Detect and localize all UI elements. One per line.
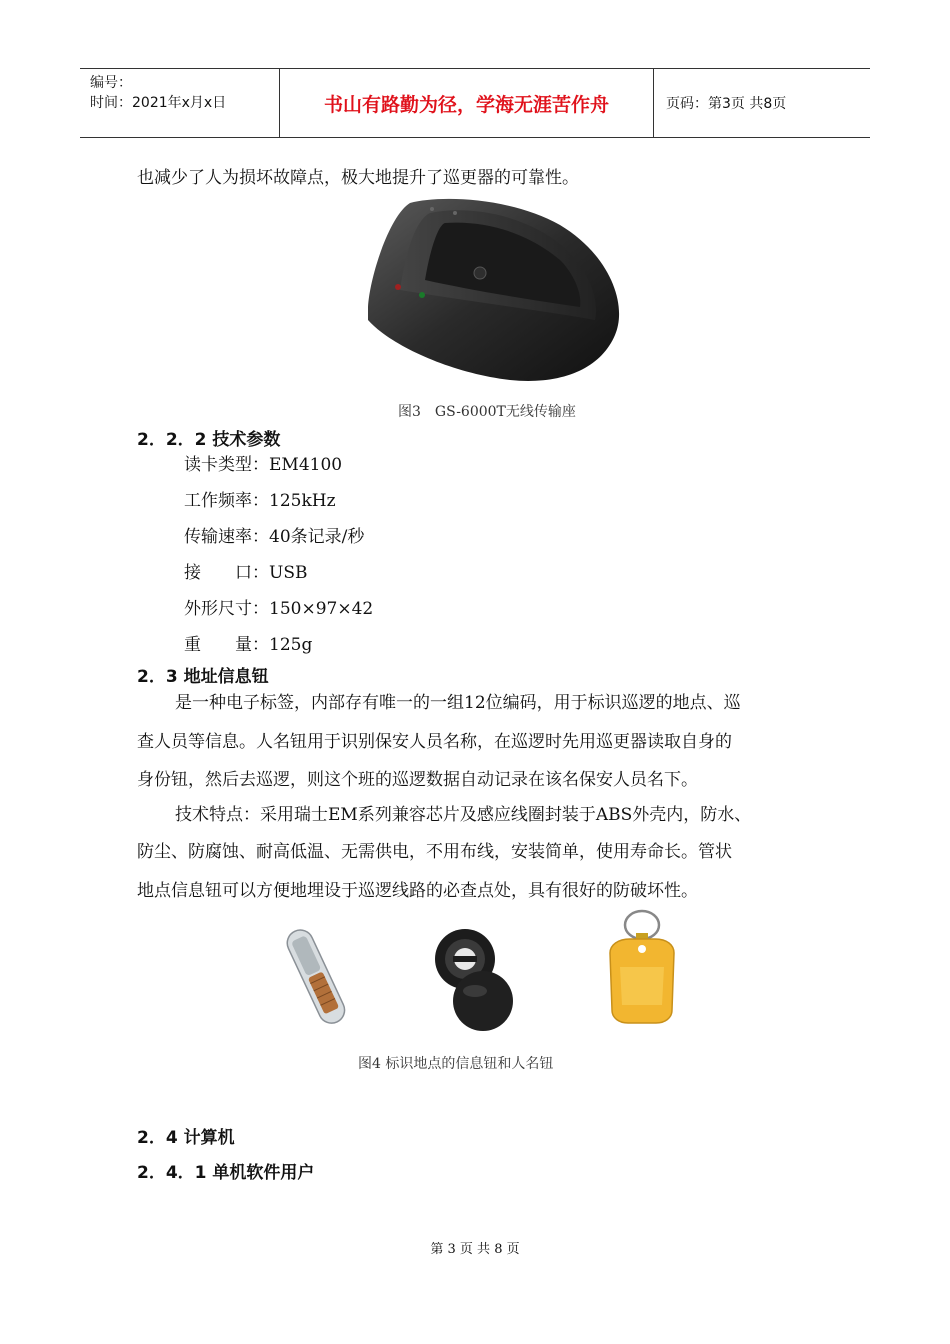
param-item: 重 量：125g xyxy=(184,635,313,655)
figure-4-caption: 图4 标识地点的信息钮和人名钮 xyxy=(358,1056,554,1072)
page-header xyxy=(80,68,870,138)
section-2-4-1-heading: 2．4．1 单机软件用户 xyxy=(137,1163,315,1183)
param-item: 工作频率：125kHz xyxy=(184,491,336,511)
paragraph-line: 技术特点：采用瑞士EM系列兼容芯片及感应线圈封装于ABS外壳内，防水、 xyxy=(175,805,752,825)
tube-tag-image xyxy=(270,925,360,1030)
header-info xyxy=(80,69,280,137)
number-label: 编号： xyxy=(90,75,132,91)
round-button-image xyxy=(425,925,525,1035)
page-footer: 第 3 页 共 8 页 xyxy=(430,1242,520,1257)
param-item: 读卡类型：EM4100 xyxy=(184,455,343,475)
paragraph-line: 地点信息钮可以方便地埋设于巡逻线路的必查点处，具有很好的防破坏性。 xyxy=(137,881,698,901)
param-item: 传输速率：40条记录/秒 xyxy=(184,527,365,547)
paragraph-line: 查人员等信息。人名钮用于识别保安人员名称，在巡逻时先用巡更器读取自身的 xyxy=(137,732,732,752)
paragraph-line: 身份钮，然后去巡逻，则这个班的巡逻数据自动记录在该名保安人员名下。 xyxy=(137,770,698,790)
header-motto: 书山有路勤为径，学海无涯苦作舟 xyxy=(280,69,654,137)
section-2-2-2-heading: 2．2．2 技术参数 xyxy=(137,430,281,450)
keyfob-tag-image xyxy=(600,905,685,1030)
body-line: 也减少了人为损坏故障点，极大地提升了巡更器的可靠性。 xyxy=(137,168,579,188)
date-label: 时间：2021年x月x日 xyxy=(90,95,227,111)
wireless-base-image xyxy=(360,195,625,385)
paragraph-line: 防尘、防腐蚀、耐高低温、无需供电，不用布线，安装简单，使用寿命长。管状 xyxy=(137,842,732,862)
figure-3-caption: 图3 GS-6000T无线传输座 xyxy=(398,404,576,420)
section-2-3-heading: 2．3 地址信息钮 xyxy=(137,667,269,687)
paragraph-line: 是一种电子标签，内部存有唯一的一组12位编码，用于标识巡逻的地点、巡 xyxy=(175,693,741,713)
param-item: 外形尺寸：150×97×42 xyxy=(184,599,374,619)
param-item: 接 口：USB xyxy=(184,563,308,583)
header-page-label: 页码：第3页 共8页 xyxy=(666,96,787,112)
section-2-4-heading: 2．4 计算机 xyxy=(137,1128,235,1148)
